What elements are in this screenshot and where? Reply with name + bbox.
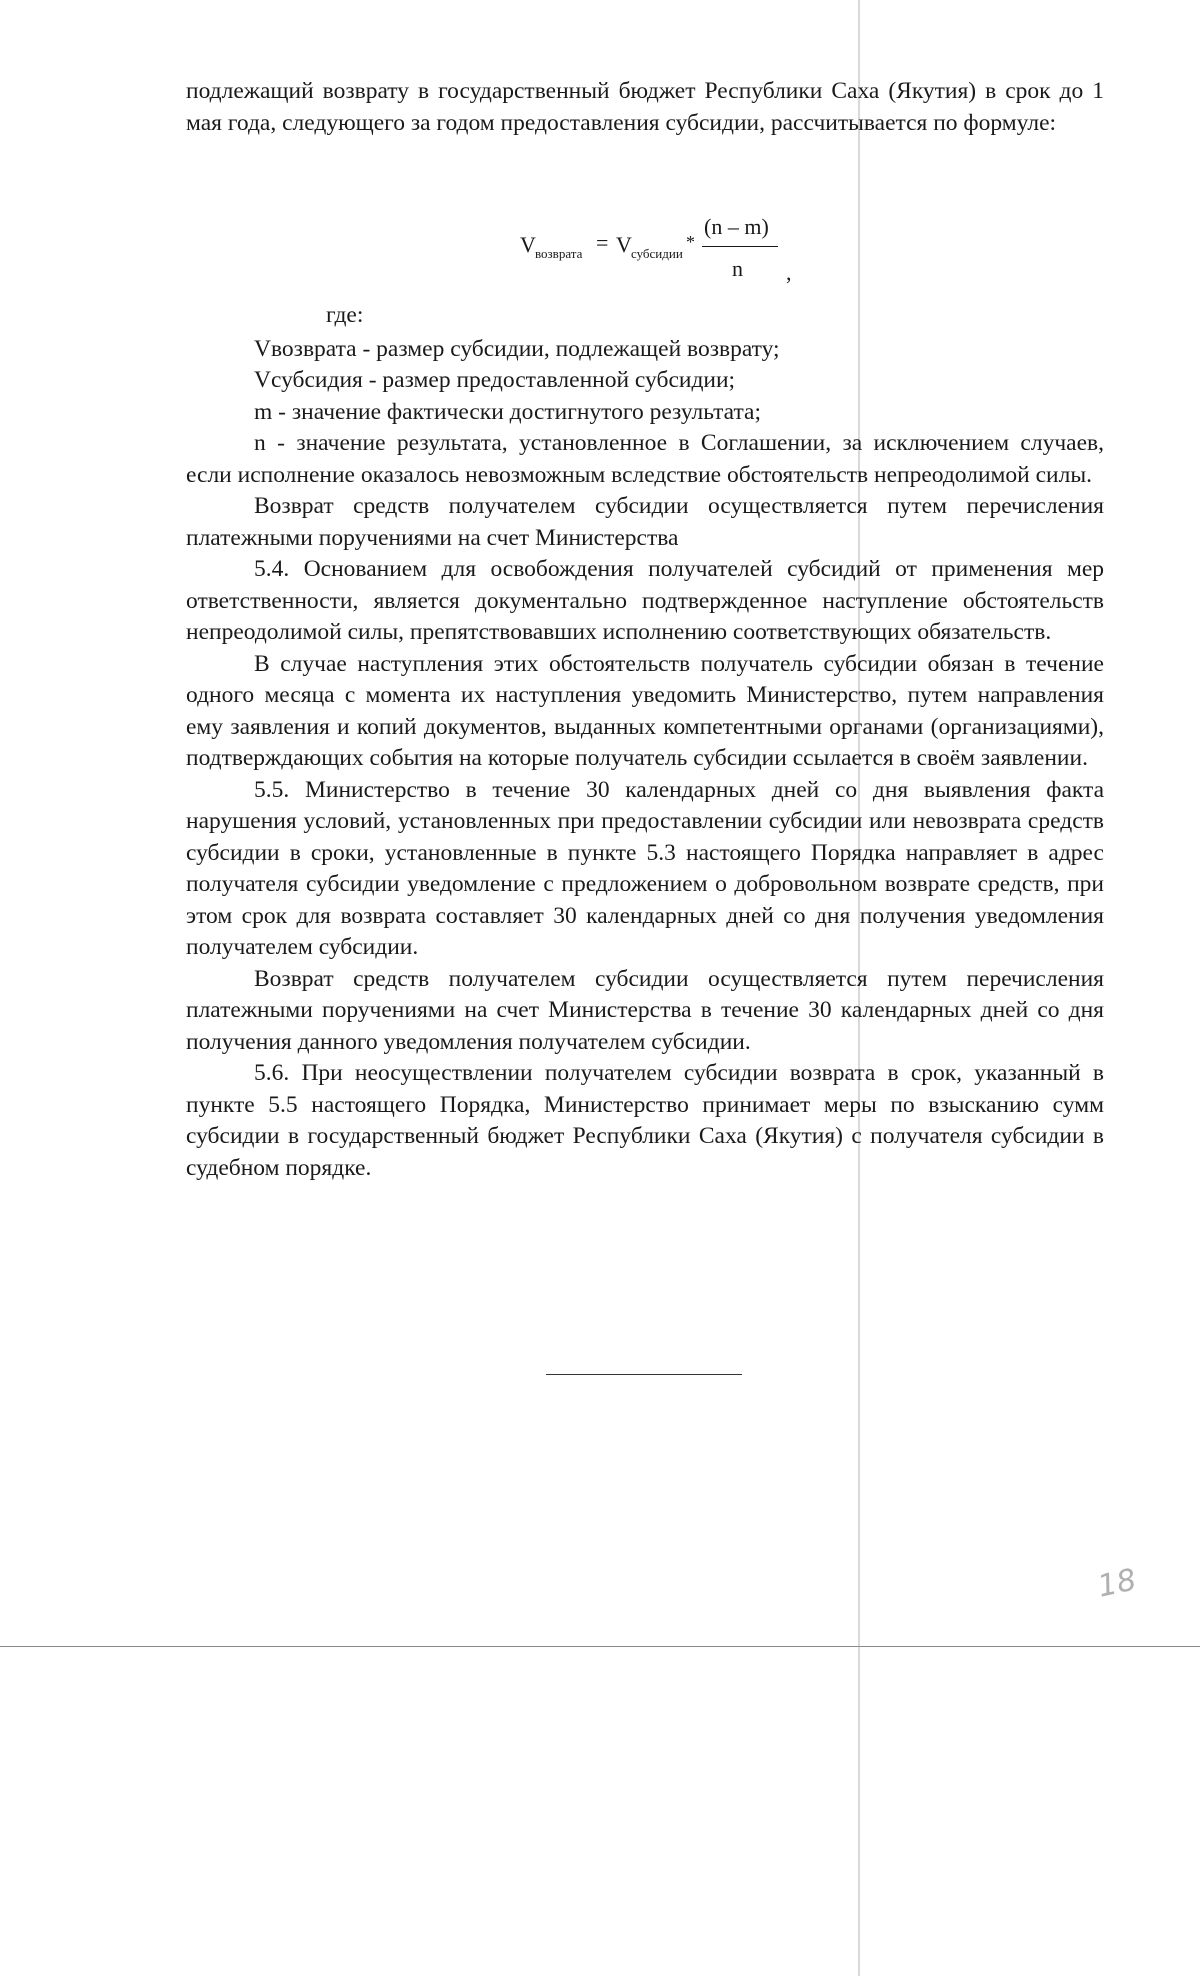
definition-v-return: Vвозврата - размер субсидии, подлежащей возврату; — [254, 335, 780, 362]
paragraph-return-deadline: Возврат средств получателем субсидии осуществляется путем перечисления платежными поручениями на счет Министерства в течение 30 календарных дней со дня получения данного уведомления получателем субсидии. — [186, 965, 1104, 1055]
paragraph-5-5: 5.5. Министерство в течение 30 календарных дней со дня выявления факта нарушения условий, установленных при предоставлении субсидии или невозврата средств субсидии в сроки, установленные в пункте 5.3 настоящего Порядка направляет в адрес получателя субсидии уведомление с предложением о добровольном возврате средств, при этом срок для возврата составляет 30 календарных дней со дня получения уведомления получателем субсидии. — [186, 776, 1104, 960]
formula-rhs-subscript: субсидии — [631, 246, 683, 261]
body-text — [186, 300, 1104, 1184]
definition-m: m - значение фактически достигнутого результата; — [254, 398, 761, 425]
paragraph-force-majeure-notice: В случае наступления этих обстоятельств получатель субсидии обязан в течение одного месяца с момента их наступления уведомить Министерство, путем направления ему заявления и копий документов, выданных компетентными органами (организациями), подтверждающих события на которые получатель субсидии ссылается в своём заявлении. — [186, 650, 1104, 771]
definition-v-subsidy: Vсубсидия - размер предоставленной субсидии; — [254, 367, 736, 393]
definition-n: n - значение результата, установленное в Соглашении, за исключением случаев, если исполнение оказалось невозможным вследствие обстоятельств непреодолимой силы. — [186, 430, 1104, 488]
intro-block — [186, 76, 1104, 139]
handwritten-page-number: 18 — [1094, 1562, 1140, 1605]
formula-comma: , — [786, 260, 792, 285]
paragraph-5-4: 5.4. Основанием для освобождения получателей субсидий от применения мер ответственности, является документально подтвержденное наступление обстоятельств непреодолимой силы, препятствовавших исполнению соответствующих обязательств. — [186, 556, 1104, 645]
end-of-text-rule — [546, 1374, 742, 1375]
intro-paragraph: подлежащий возврату в государственный бюджет Республики Саха (Якутия) в срок до 1 мая года, следующего за годом предоставления субсидии, рассчитывается по формуле: — [186, 78, 1104, 136]
where-label: где: — [326, 302, 364, 328]
formula-times: * — [686, 232, 695, 252]
formula-lhs-subscript: возврата — [535, 246, 583, 261]
formula-fraction-bar — [702, 246, 778, 247]
scan-artifact-horizontal-line — [0, 1646, 1200, 1647]
formula-lhs-symbol: V — [520, 232, 536, 257]
paragraph-return-method: Возврат средств получателем субсидии осуществляется путем перечисления платежными поручениями на счет Министерства — [186, 493, 1104, 551]
formula-denominator: n — [732, 256, 743, 281]
paragraph-5-6: 5.6. При неосуществлении получателем субсидии возврата в срок, указанный в пункте 5.5 настоящего Порядка, Министерство принимает меры по взысканию сумм субсидии в государственный бюджет Республики Саха (Якутия) с получателя субсидии в судебном порядке. — [186, 1060, 1104, 1181]
formula-rhs-symbol: V — [616, 232, 632, 257]
formula-numerator: (n – m) — [704, 214, 769, 239]
formula-equals: = — [596, 230, 609, 255]
